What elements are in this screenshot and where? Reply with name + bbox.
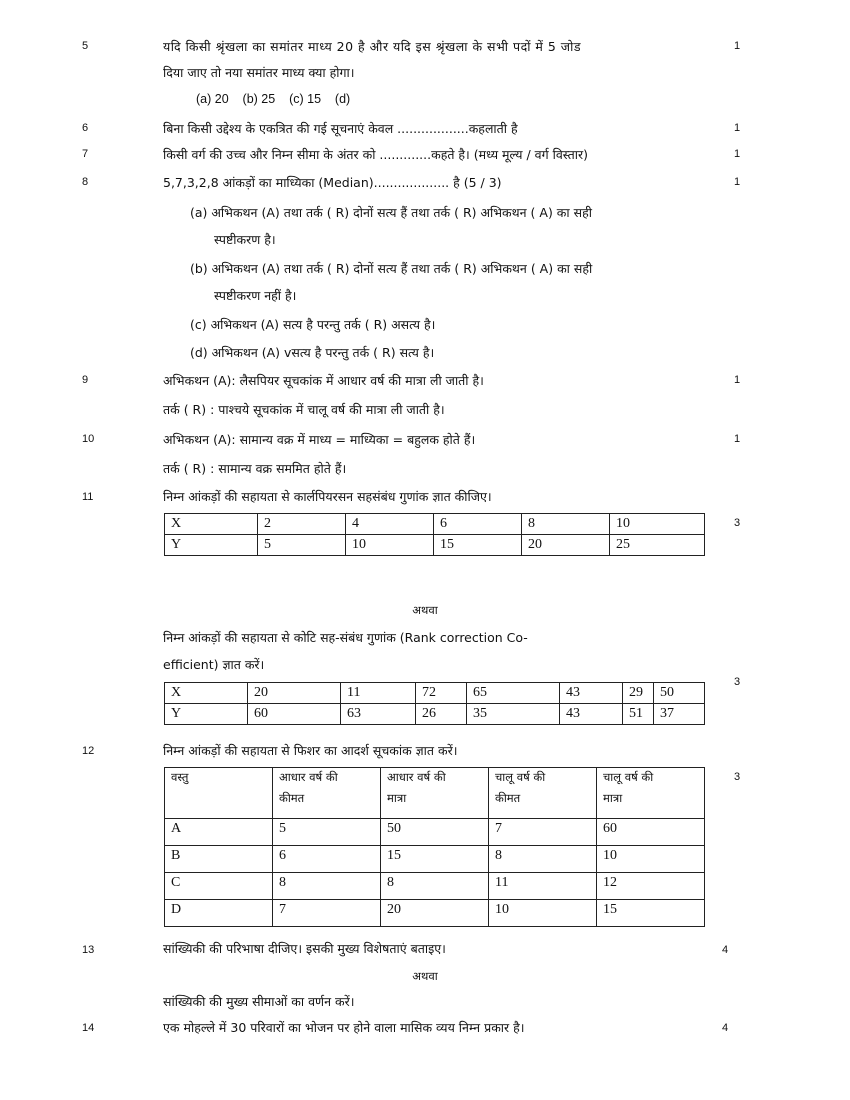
question-11-alt-marks: 3 (734, 676, 741, 688)
table-cell: X (165, 683, 248, 704)
table-cell: 5 (273, 819, 381, 846)
question-6-text: बिना किसी उद्देश्य के एकत्रित की गई सूचनाएं केवल ..................कहलाती है (163, 121, 518, 136)
table-cell: 35 (467, 704, 560, 725)
table-cell: 29 (623, 683, 654, 704)
question-11-table (164, 513, 705, 556)
question-8-text: 5,7,3,2,8 आंकड़ों का माध्यिका (Median)................... है (5 / 3) (163, 175, 502, 190)
table-cell: 5 (258, 535, 346, 556)
question-number-11: 11 (82, 491, 94, 503)
ar-option-b-line1: (b) अभिकथन (A) तथा तर्क ( R) दोनों सत्य हैं तथा तर्क ( R) अभिकथन ( A) का सही (190, 261, 593, 276)
question-number-6: 6 (82, 122, 89, 134)
question-11-alt-line1 (163, 629, 528, 646)
table-cell: 10 (597, 846, 705, 873)
table-cell: 20 (381, 900, 489, 927)
question-14-text: एक मोहल्ले में 30 परिवारों का भोजन पर होने वाला मासिक व्यय निम्न प्रकार है। (163, 1020, 525, 1035)
question-number-13: 13 (82, 944, 95, 956)
table-cell: 72 (416, 683, 467, 704)
table-cell: 60 (248, 704, 341, 725)
question-13-alt-text: सांख्यिकी की मुख्य सीमाओं का वर्णन करें। (163, 994, 355, 1009)
ar-option-b-line2: स्पष्टीकरण नहीं है। (214, 288, 297, 303)
table-cell: Y (165, 704, 248, 725)
question-number-7: 7 (82, 148, 89, 160)
table-cell: 43 (560, 704, 623, 725)
table-row (165, 514, 705, 535)
question-number-5: 5 (82, 40, 89, 52)
table-cell: 65 (467, 683, 560, 704)
question-number-8: 8 (82, 176, 89, 188)
ar-option-a-line1: (a) अभिकथन (A) तथा तर्क ( R) दोनों सत्य हैं तथा तर्क ( R) अभिकथन ( A) का सही (190, 205, 592, 220)
question-6-marks: 1 (734, 122, 741, 134)
table-row (165, 683, 705, 704)
table-cell: D (165, 900, 273, 927)
table-cell: 15 (597, 900, 705, 927)
table-cell: Y (165, 535, 258, 556)
table-cell: 15 (434, 535, 522, 556)
ar-option-d: (d) अभिकथन (A) vसत्य है परन्तु तर्क ( R) सत्य है। (190, 345, 435, 360)
table-row (165, 873, 705, 900)
question-5-options: (a) 20 (b) 25 (c) 15 (d) (196, 92, 351, 106)
question-number-10: 10 (82, 433, 95, 445)
table-cell: 25 (610, 535, 705, 556)
table-cell: 50 (654, 683, 705, 704)
question-9-reason: तर्क ( R) : पाश्चये सूचकांक में चालू वर्ष की मात्रा ली जाती है। (163, 402, 445, 417)
ar-option-a-line2: स्पष्टीकरण है। (214, 232, 276, 247)
question-7-text: किसी वर्ग की उच्च और निम्न सीमा के अंतर को .............कहते है। (मध्य मूल्य / वर्ग विस्तार) (163, 147, 589, 162)
question-5-marks: 1 (734, 40, 741, 52)
question-9-marks: 1 (734, 374, 741, 386)
table-header-row (165, 768, 705, 819)
question-number-9: 9 (82, 374, 89, 386)
table-cell: 10 (489, 900, 597, 927)
question-9-assertion: अभिकथन (A): लैसपियर सूचकांक में आधार वर्ष की मात्रा ली जाती है। (163, 373, 484, 388)
question-13-marks: 4 (722, 944, 729, 956)
table-cell: 11 (489, 873, 597, 900)
table-cell: 2 (258, 514, 346, 535)
table-row (165, 704, 705, 725)
question-10-reason: तर्क ( R) : सामान्य वक्र सममित होते हैं। (163, 461, 347, 476)
table-row (165, 535, 705, 556)
question-number-12: 12 (82, 745, 95, 757)
question-12-marks: 3 (734, 771, 741, 783)
table-cell: 7 (273, 900, 381, 927)
table-cell: A (165, 819, 273, 846)
table-row (165, 900, 705, 927)
question-14-marks: 4 (722, 1022, 729, 1034)
table-cell: 10 (346, 535, 434, 556)
or-divider-13: अथवा (412, 969, 438, 983)
table-cell: 8 (273, 873, 381, 900)
table-cell: X (165, 514, 258, 535)
ar-option-c: (c) अभिकथन (A) सत्य है परन्तु तर्क ( R) असत्य है। (190, 317, 436, 332)
question-12-text: निम्न आंकड़ों की सहायता से फिशर का आदर्श सूचकांक ज्ञात करें। (163, 743, 458, 758)
table-cell: 8 (381, 873, 489, 900)
table-cell: 12 (597, 873, 705, 900)
table-cell: 50 (381, 819, 489, 846)
question-5-text-line2: दिया जाए तो नया समांतर माध्य क्या होगा। (163, 65, 355, 80)
question-11-text: निम्न आंकड़ों की सहायता से कार्लपियरसन सहसंबंध गुणांक ज्ञात कीजिए। (163, 489, 492, 504)
table-cell: 15 (381, 846, 489, 873)
question-11-alt-table (164, 682, 705, 725)
question-8-marks: 1 (734, 176, 741, 188)
table-cell: 20 (522, 535, 610, 556)
table-cell: 11 (341, 683, 416, 704)
table-cell: 20 (248, 683, 341, 704)
table-row (165, 819, 705, 846)
question-13-text: सांख्यिकी की परिभाषा दीजिए। इसकी मुख्य विशेषताएं बताइए। (163, 941, 446, 956)
table-cell: 37 (654, 704, 705, 725)
question-number-14: 14 (82, 1022, 95, 1034)
table-cell: 7 (489, 819, 597, 846)
table-header-cell: आधार वर्ष की कीमत (273, 768, 381, 819)
table-cell: 26 (416, 704, 467, 725)
table-cell: 63 (341, 704, 416, 725)
question-10-marks: 1 (734, 433, 741, 445)
table-header-cell: चालू वर्ष की मात्रा (597, 768, 705, 819)
table-cell: 4 (346, 514, 434, 535)
table-cell: 10 (610, 514, 705, 535)
table-cell: 6 (273, 846, 381, 873)
question-7-marks: 1 (734, 148, 741, 160)
question-11-marks: 3 (734, 517, 741, 529)
table-cell: B (165, 846, 273, 873)
table-cell: 43 (560, 683, 623, 704)
question-10-assertion: अभिकथन (A): सामान्य वक्र में माध्य = माध्यिका = बहुलक होते हैं। (163, 432, 476, 447)
table-cell: 8 (489, 846, 597, 873)
table-cell: 51 (623, 704, 654, 725)
table-header-cell: आधार वर्ष की मात्रा (381, 768, 489, 819)
table-header-cell: चालू वर्ष की कीमत (489, 768, 597, 819)
or-divider-11: अथवा (412, 603, 438, 617)
question-11-alt-text: निम्न आंकड़ों की सहायता से कोटि सह-संबंध गुणांक (Rank correction Co- (163, 630, 528, 645)
question-5-text-line1: यदि किसी श्रृंखला का समांतर माध्य 20 है और यदि इस श्रृंखला के सभी पदों में 5 जोड (163, 39, 582, 54)
table-cell: 8 (522, 514, 610, 535)
table-header-cell: वस्तु (165, 768, 273, 819)
question-12-table (164, 767, 705, 927)
table-row (165, 846, 705, 873)
table-cell: 60 (597, 819, 705, 846)
table-cell: C (165, 873, 273, 900)
table-cell: 6 (434, 514, 522, 535)
question-11-alt-line2: efficient) ज्ञात करें। (163, 657, 265, 672)
